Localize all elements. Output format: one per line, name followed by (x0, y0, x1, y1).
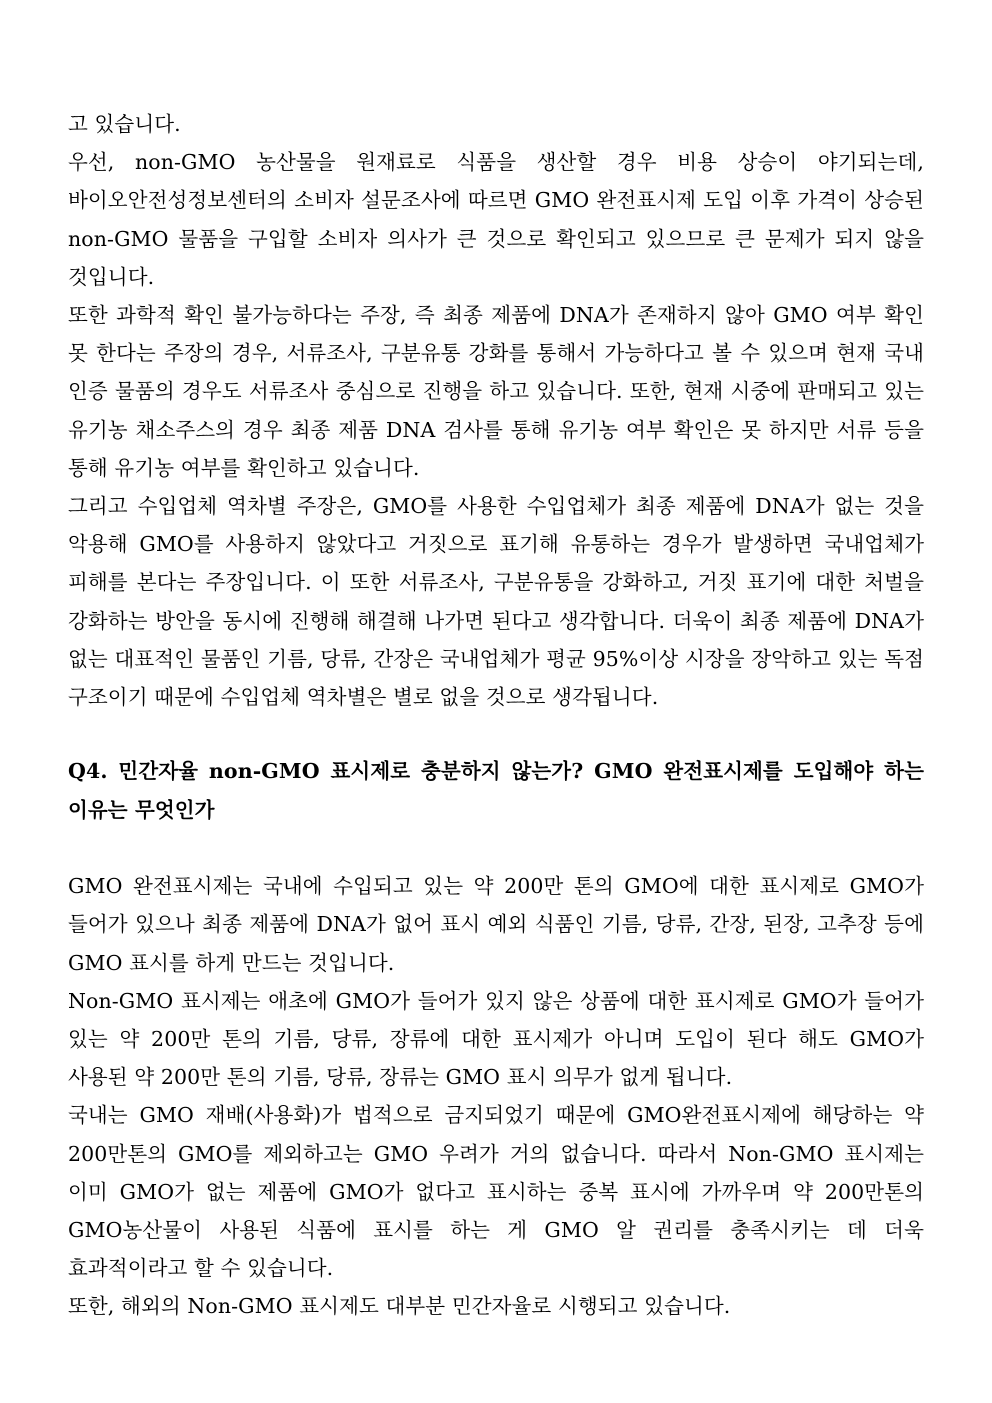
spacer-before-heading (68, 716, 924, 752)
paragraph-scientific-verification: 또한 과학적 확인 불가능하다는 주장, 즉 최종 제품에 DNA가 존재하지 않아 GMO 여부 확인 못 한다는 주장의 경우, 서류조사, 구분유통 강화를 통해서 가능하다고 볼 수 있으며 현재 국내 인증 물품의 경우도 서류조사 중심으로 진행을 하고 있습니다. 또한, 현재 시중에 판매되고 있는 유기농 채소주스의 경우 최종 제품 DNA 검사를 통해 유기농 여부 확인은 못 하지만 서류 등을 통해 유기농 여부를 확인하고 있습니다. (68, 303, 924, 480)
paragraph-cost-increase: 우선, non-GMO 농산물을 원재료로 식품을 생산할 경우 비용 상승이 야기되는데, 바이오안전성정보센터의 소비자 설문조사에 따르면 GMO 완전표시제 도입 이후 가격이 상승된 non-GMO 물품을 구입할 소비자 의사가 큰 것으로 확인되고 있으므로 큰 문제가 되지 않을 것입니다. (68, 150, 925, 289)
spacer-after-heading (68, 829, 924, 867)
document-body (68, 105, 924, 1326)
paragraph-domestic-cultivation-ban: 국내는 GMO 재배(사용화)가 법적으로 금지되었기 때문에 GMO완전표시제에 해당하는 약 200만톤의 GMO를 제외하고는 GMO 우려가 거의 없습니다. 따라서 Non-GMO 표시제는 이미 GMO가 없는 제품에 GMO가 없다고 표시하는 중복 표시에 가까우며 약 200만톤의 GMO농산물이 사용된 식품에 표시를 하는 게 GMO 알 권리를 충족시키는 데 더욱 효과적이라고 할 수 있습니다. (68, 1103, 924, 1281)
paragraph-continuation: 고 있습니다. (68, 112, 181, 136)
question-heading-q4: Q4. 민간자율 non-GMO 표시제로 충분하지 않는가? GMO 완전표시제를 도입해야 하는 이유는 무엇인가 (68, 759, 924, 822)
paragraph-overseas-voluntary: 또한, 해외의 Non-GMO 표시제도 대부분 민간자율로 시행되고 있습니다. (68, 1294, 731, 1319)
paragraph-non-gmo-labeling-definition: Non-GMO 표시제는 애초에 GMO가 들어가 있지 않은 상품에 대한 표시제로 GMO가 들어가 있는 약 200만 톤의 기름, 당류, 장류에 대한 표시제가 아니며 도입이 된다 해도 GMO가 사용된 약 200만 톤의 기름, 당류, 장류는 GMO 표시 의무가 없게 됩니다. (68, 988, 924, 1090)
paragraph-full-labeling-definition: GMO 완전표시제는 국내에 수입되고 있는 약 200만 톤의 GMO에 대한 표시제로 GMO가 들어가 있으나 최종 제품에 DNA가 없어 표시 예외 식품인 기름, 당류, 간장, 된장, 고추장 등에 GMO 표시를 하게 만드는 것입니다. (68, 874, 924, 975)
paragraph-importer-discrimination: 그리고 수입업체 역차별 주장은, GMO를 사용한 수입업체가 최종 제품에 DNA가 없는 것을 악용해 GMO를 사용하지 않았다고 거짓으로 표기해 유통하는 경우가 발생하면 국내업체가 피해를 본다는 주장입니다. 이 또한 서류조사, 구분유통을 강화하고, 거짓 표기에 대한 처벌을 강화하는 방안을 동시에 진행해 해결해 나가면 된다고 생각합니다. 더욱이 최종 제품에 DNA가 없는 대표적인 물품인 기름, 당류, 간장은 국내업체가 평균 95%이상 시장을 장악하고 있는 독점 구조이기 때문에 수입업체 역차별은 별로 없을 것으로 생각됩니다. (68, 494, 924, 710)
